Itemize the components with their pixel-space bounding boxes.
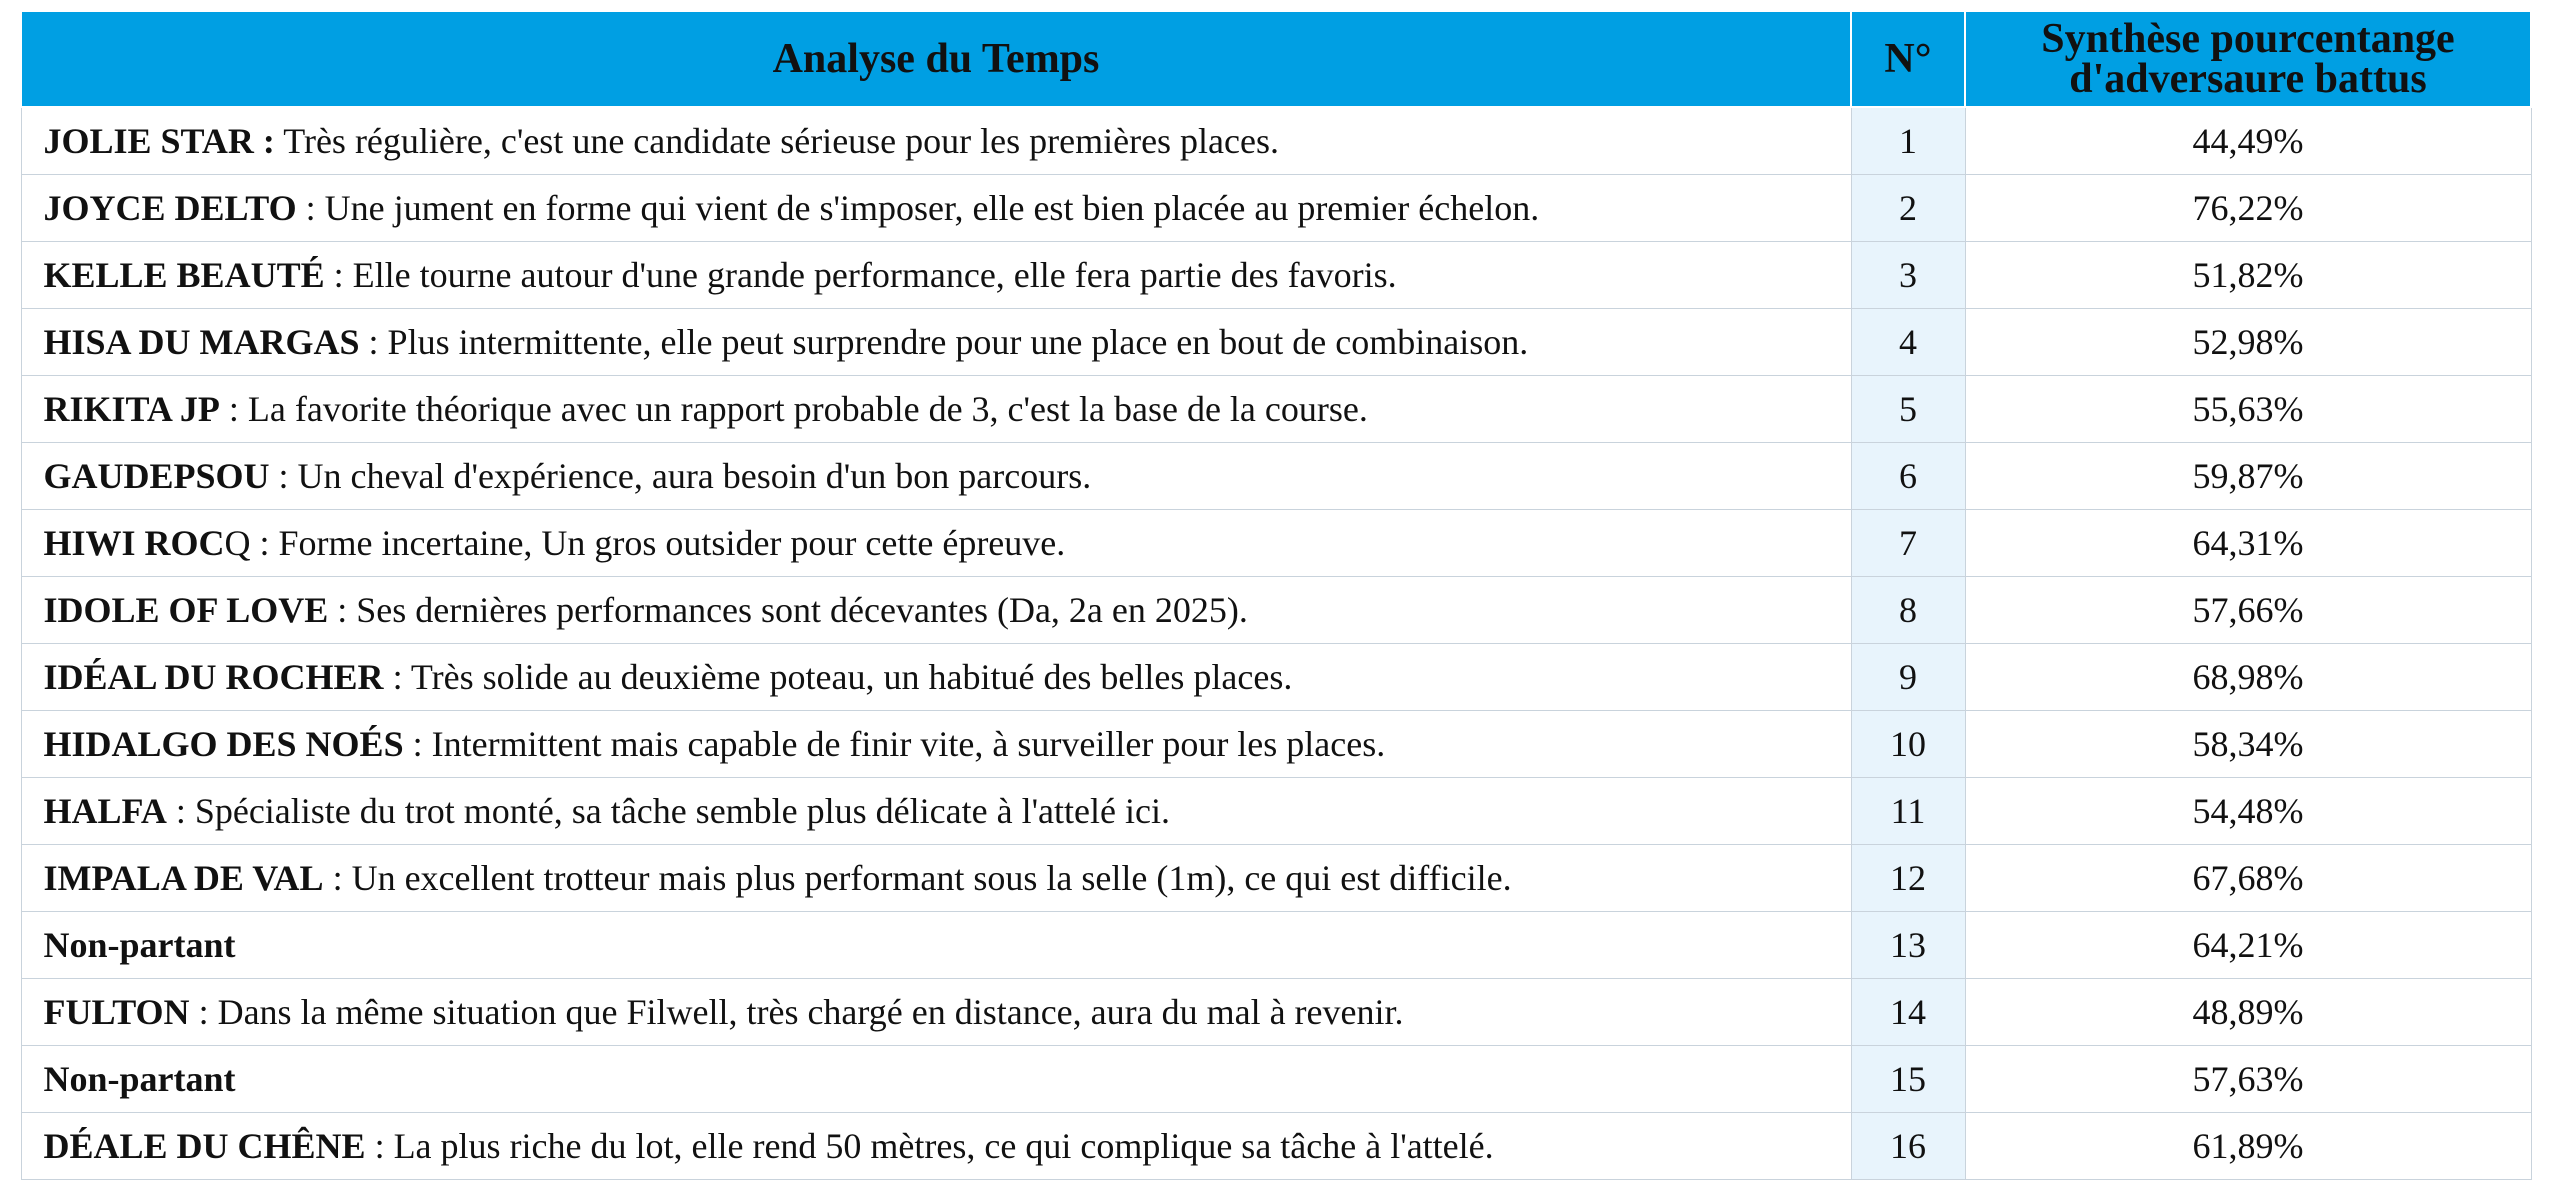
horse-name: KELLE BEAUTÉ — [43, 255, 325, 295]
horse-name: IDÉAL DU ROCHER — [43, 657, 384, 697]
horse-analysis — [21, 644, 1851, 711]
horse-name: FULTON — [43, 992, 190, 1032]
horse-analysis — [21, 175, 1851, 242]
horse-analysis — [21, 577, 1851, 644]
beaten-percentage: 48,89% — [1965, 979, 2531, 1046]
table-row — [21, 510, 2531, 577]
analysis-table-wrapper — [20, 10, 2530, 1180]
horse-name: JOLIE STAR : — [43, 121, 275, 161]
table-row — [21, 309, 2531, 376]
horse-comment: Très régulière, c'est une candidate sérieuse pour les premières places. — [274, 121, 1280, 161]
table-row — [21, 1113, 2531, 1180]
horse-analysis — [21, 711, 1851, 778]
horse-number: 15 — [1851, 1046, 1965, 1113]
horse-comment: : Plus intermittente, elle peut surprendre pour une place en bout de combinaison. — [359, 322, 1529, 362]
horse-comment: : La favorite théorique avec un rapport probable de 3, c'est la base de la course. — [219, 389, 1368, 429]
beaten-percentage: 67,68% — [1965, 845, 2531, 912]
horse-name: Non-partant — [43, 925, 236, 965]
horse-analysis — [21, 912, 1851, 979]
horse-name: GAUDEPSOU — [43, 456, 270, 496]
horse-number: 2 — [1851, 175, 1965, 242]
horse-comment: : Une jument en forme qui vient de s'imposer, elle est bien placée au premier échelon. — [296, 188, 1540, 228]
horse-comment: : Spécialiste du trot monté, sa tâche semble plus délicate à l'attelé ici. — [166, 791, 1170, 831]
horse-analysis — [21, 242, 1851, 309]
horse-analysis — [21, 1113, 1851, 1180]
horse-name: IMPALA DE VAL — [43, 858, 324, 898]
header-percentage — [1965, 11, 2531, 107]
header-analysis: Analyse du Temps — [21, 11, 1851, 107]
horse-name: IDOLE OF LOVE — [43, 590, 329, 630]
table-row — [21, 443, 2531, 510]
table-body — [21, 107, 2531, 1180]
horse-number: 13 — [1851, 912, 1965, 979]
table-row — [21, 845, 2531, 912]
horse-number: 3 — [1851, 242, 1965, 309]
table-row — [21, 778, 2531, 845]
table-row — [21, 979, 2531, 1046]
table-row — [21, 107, 2531, 175]
horse-comment: Q : Forme incertaine, Un gros outsider pour cette épreuve. — [224, 523, 1066, 563]
horse-analysis — [21, 309, 1851, 376]
analysis-table — [20, 10, 2532, 1180]
horse-number: 16 — [1851, 1113, 1965, 1180]
beaten-percentage: 61,89% — [1965, 1113, 2531, 1180]
horse-number: 12 — [1851, 845, 1965, 912]
table-row — [21, 175, 2531, 242]
horse-number: 11 — [1851, 778, 1965, 845]
horse-analysis — [21, 376, 1851, 443]
horse-name: HIDALGO DES NOÉS — [43, 724, 404, 764]
beaten-percentage: 76,22% — [1965, 175, 2531, 242]
beaten-percentage: 57,63% — [1965, 1046, 2531, 1113]
horse-comment: : Un excellent trotteur mais plus performant sous la selle (1m), ce qui est difficile. — [323, 858, 1512, 898]
horse-comment: : La plus riche du lot, elle rend 50 mètres, ce qui complique sa tâche à l'attelé. — [365, 1126, 1494, 1166]
horse-comment: : Ses dernières performances sont décevantes (Da, 2a en 2025). — [328, 590, 1248, 630]
horse-name: JOYCE DELTO — [43, 188, 297, 228]
table-row — [21, 577, 2531, 644]
table-row — [21, 912, 2531, 979]
horse-number: 4 — [1851, 309, 1965, 376]
horse-name: RIKITA JP — [43, 389, 220, 429]
horse-analysis — [21, 979, 1851, 1046]
horse-analysis — [21, 845, 1851, 912]
beaten-percentage: 44,49% — [1965, 107, 2531, 175]
header-percentage-line2: d'adversaure battus — [2069, 56, 2427, 102]
header-number: N° — [1851, 11, 1965, 107]
horse-analysis — [21, 778, 1851, 845]
horse-number: 1 — [1851, 107, 1965, 175]
beaten-percentage: 64,21% — [1965, 912, 2531, 979]
beaten-percentage: 68,98% — [1965, 644, 2531, 711]
beaten-percentage: 58,34% — [1965, 711, 2531, 778]
table-header — [21, 11, 2531, 107]
horse-comment: : Elle tourne autour d'une grande performance, elle fera partie des favoris. — [324, 255, 1397, 295]
horse-analysis — [21, 1046, 1851, 1113]
beaten-percentage: 55,63% — [1965, 376, 2531, 443]
table-row — [21, 242, 2531, 309]
horse-number: 9 — [1851, 644, 1965, 711]
horse-name: HISA DU MARGAS — [43, 322, 360, 362]
header-row — [21, 11, 2531, 107]
horse-name: HIWI ROC — [43, 523, 225, 563]
horse-number: 10 — [1851, 711, 1965, 778]
horse-name: HALFA — [43, 791, 167, 831]
horse-name: DÉALE DU CHÊNE — [43, 1126, 366, 1166]
table-row — [21, 376, 2531, 443]
horse-comment: : Un cheval d'expérience, aura besoin d'un bon parcours. — [269, 456, 1092, 496]
horse-analysis — [21, 107, 1851, 175]
beaten-percentage: 51,82% — [1965, 242, 2531, 309]
horse-comment: : Très solide au deuxième poteau, un habitué des belles places. — [383, 657, 1293, 697]
horse-name: Non-partant — [43, 1059, 236, 1099]
beaten-percentage: 52,98% — [1965, 309, 2531, 376]
horse-number: 7 — [1851, 510, 1965, 577]
header-percentage-line1: Synthèse pourcentange — [2041, 16, 2455, 62]
horse-comment: : Intermittent mais capable de finir vite, à surveiller pour les places. — [403, 724, 1386, 764]
horse-analysis — [21, 443, 1851, 510]
table-row — [21, 711, 2531, 778]
beaten-percentage: 57,66% — [1965, 577, 2531, 644]
horse-analysis — [21, 510, 1851, 577]
beaten-percentage: 64,31% — [1965, 510, 2531, 577]
table-row — [21, 644, 2531, 711]
beaten-percentage: 54,48% — [1965, 778, 2531, 845]
beaten-percentage: 59,87% — [1965, 443, 2531, 510]
horse-number: 5 — [1851, 376, 1965, 443]
horse-number: 6 — [1851, 443, 1965, 510]
horse-number: 14 — [1851, 979, 1965, 1046]
horse-number: 8 — [1851, 577, 1965, 644]
horse-comment: : Dans la même situation que Filwell, très chargé en distance, aura du mal à revenir. — [189, 992, 1404, 1032]
table-row — [21, 1046, 2531, 1113]
